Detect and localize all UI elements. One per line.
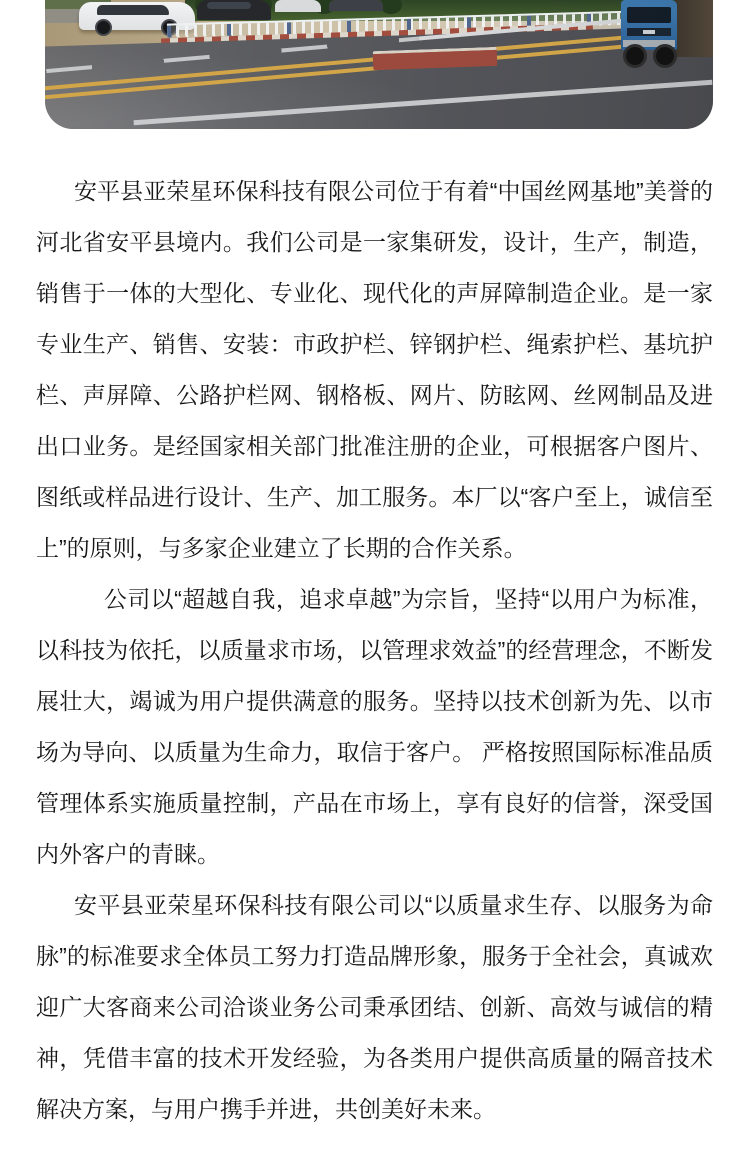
photo-shading-overlay — [45, 0, 713, 129]
intro-paragraph-3: 安平县亚荣星环保科技有限公司以“以质量求生存、以服务为命脉”的标准要求全体员工努力打造品牌形象，服务于全社会，真诚欢迎广大客商来公司洽谈业务公司秉承团结、创新、高效与诚信的精神，凭借丰富的技术开发经验，为各类用户提供高质量的隔音技术解决方案，与用户携手并进，共创美好未来。 — [36, 892, 713, 1122]
intro-paragraph-1: 安平县亚荣星环保科技有限公司位于有着“中国丝网基地”美誉的河北省安平县境内。我们公司是一家集研发，设计，生产，制造，销售于一体的大型化、专业化、现代化的声屏障制造企业。是一家专业生产、销售、安装：市政护栏、锌钢护栏、绳索护栏、基坑护栏、声屏障、公路护栏网、钢格板、网片、防眩网、丝网制品及进出口业务。是经国家相关部门批准注册的企业，可根据客户图片、图纸或样品进行设计、生产、加工服务。本厂以“客户至上，诚信至上”的原则，与多家企业建立了长期的合作关系。 — [36, 178, 713, 561]
intro-paragraph-2: 公司以“超越自我，追求卓越”为宗旨，坚持“以用户为标准，以科技为依托，以质量求市场，以管理求效益”的经营理念，不断发展壮大，竭诚为用户提供满意的服务。坚持以技术创新为先、以市场为导向、以质量为生命力，取信于客户。 严格按照国际标准品质管理体系实施质量控制，产品在市场上，享有良好的信誉，深受国内外客户的青睐。 — [36, 586, 713, 867]
street-photo — [45, 0, 713, 129]
company-introduction — [0, 129, 750, 1135]
